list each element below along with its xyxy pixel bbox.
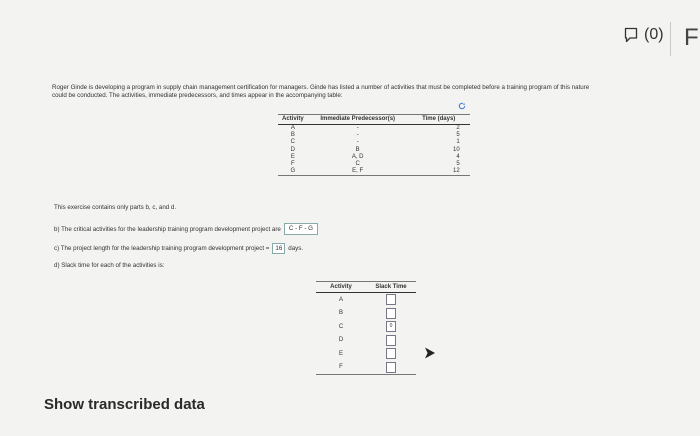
show-transcribed-data-link[interactable]: Show transcribed data: [44, 396, 205, 413]
toolbar-divider: [670, 22, 671, 56]
time-cell: 5: [456, 161, 460, 168]
activity-cell: B: [338, 310, 343, 317]
slack-input[interactable]: [386, 335, 396, 346]
col-header-activity: Activity: [316, 282, 366, 293]
activity-cell: E: [338, 350, 343, 357]
predecessor-cell: B: [355, 146, 360, 153]
table-row: [316, 334, 416, 348]
slack-input[interactable]: [386, 308, 396, 319]
activity-cell: F: [316, 361, 366, 375]
time-cell: 10: [453, 146, 460, 153]
comment-count: (0): [644, 26, 664, 43]
table-row: [278, 147, 470, 154]
table-row: [316, 307, 416, 321]
predecessor-cell: -: [356, 139, 359, 146]
table-row: [278, 168, 470, 176]
time-cell: 4: [456, 153, 460, 160]
project-length-answer-field[interactable]: 16: [272, 243, 285, 254]
col-header-predecessors: Immediate Predecessor(s): [308, 115, 408, 125]
part-c-unit: days.: [288, 245, 304, 252]
slack-input[interactable]: [386, 294, 396, 305]
part-b-line: [54, 223, 318, 235]
refresh-icon[interactable]: [458, 102, 466, 110]
problem-line-1: Roger Ginde is developing a program in supply chain management certification for managers. Ginde has listed a number of activities that must be completed before a training program of this nature: [52, 84, 590, 91]
predecessor-cell: -: [356, 125, 359, 131]
activity-cell: D: [290, 146, 296, 153]
time-cell: 12: [408, 168, 470, 176]
critical-path-answer-field[interactable]: C - F - G: [284, 223, 318, 235]
part-d-line: [54, 262, 164, 269]
col-header-activity: Activity: [278, 115, 308, 125]
table-row: [278, 154, 470, 161]
col-header-slack: Slack Time: [366, 282, 416, 293]
time-cell: 2: [456, 125, 460, 131]
part-d-text: d) Slack time for each of the activities is:: [54, 262, 165, 269]
time-cell: 5: [456, 132, 460, 139]
part-c-text: c) The project length for the leadership training program development project =: [54, 245, 270, 252]
exercise-note: This exercise contains only parts b, c, and d.: [54, 204, 177, 211]
table-row: [278, 132, 470, 139]
table-row: [316, 347, 416, 361]
predecessor-cell: -: [356, 132, 359, 139]
slack-table: [316, 281, 416, 375]
activity-cell: A: [338, 296, 343, 303]
activity-cell: A: [290, 125, 295, 131]
comment-icon: [624, 27, 638, 43]
activity-cell: C: [290, 139, 296, 146]
cropped-toolbar-text: F: [684, 24, 699, 51]
table-row: [316, 293, 416, 307]
activity-cell: B: [290, 132, 295, 139]
table-row: [278, 161, 470, 168]
table-row: [316, 361, 416, 375]
top-bar: [0, 0, 700, 70]
activity-cell: C: [338, 323, 344, 330]
predecessor-cell: E, F: [308, 168, 408, 176]
predecessor-cell: C: [355, 161, 360, 168]
activity-cell: E: [290, 153, 295, 160]
time-cell: 1: [456, 139, 460, 146]
problem-line-2: could be conducted. The activities, immediate predecessors, and times appear in the accompanying table:: [52, 92, 343, 99]
slack-input[interactable]: [386, 348, 396, 359]
table-row: [316, 320, 416, 334]
activity-cell: D: [338, 337, 344, 344]
slack-input[interactable]: 0: [386, 321, 396, 332]
table-row: [278, 125, 470, 133]
predecessor-cell: A, D: [351, 153, 364, 160]
comment-button[interactable]: [624, 26, 664, 44]
problem-statement: [52, 84, 700, 100]
mouse-pointer-icon: [424, 346, 436, 360]
part-c-line: [54, 243, 303, 254]
slack-input[interactable]: [386, 362, 396, 373]
col-header-time: Time (days): [408, 115, 470, 125]
activity-cell: F: [291, 161, 295, 168]
activity-cell: G: [278, 168, 308, 176]
activity-table: [278, 114, 470, 176]
table-row: [278, 139, 470, 146]
part-b-text: b) The critical activities for the leadership training program development project are: [54, 225, 281, 233]
